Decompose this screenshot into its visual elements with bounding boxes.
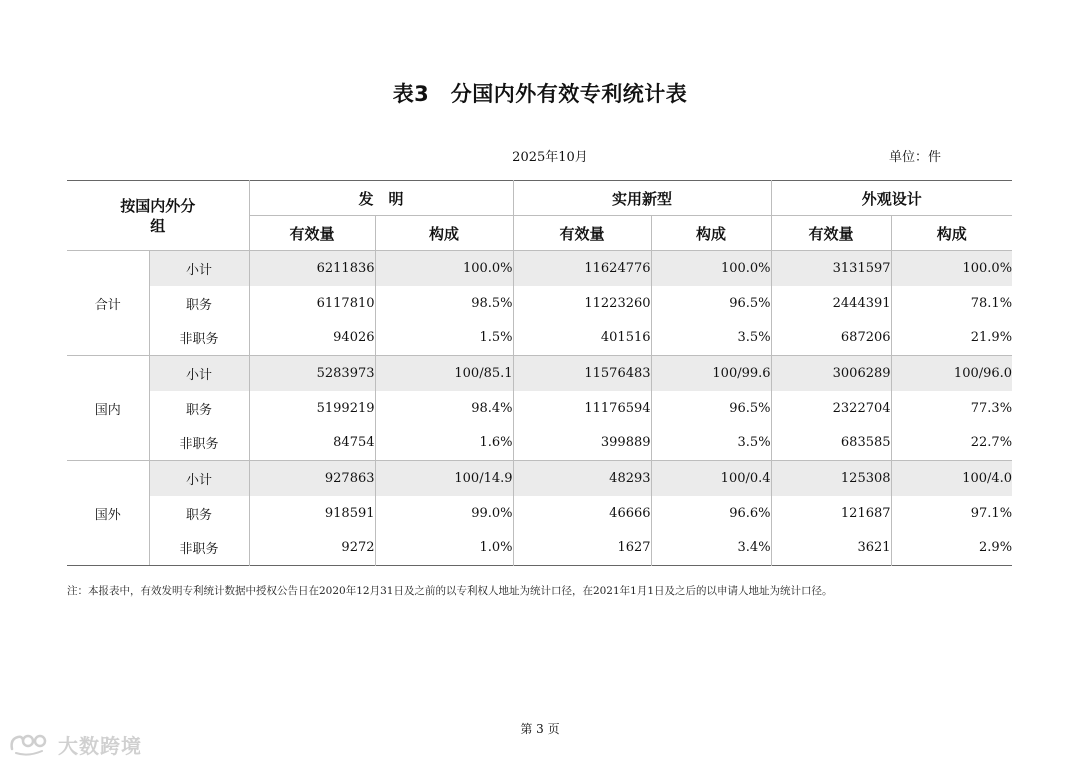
cell-value: 5283973	[249, 356, 375, 391]
row-label: 小计	[149, 461, 249, 496]
table-row	[67, 461, 1012, 496]
cell-value: 11176594	[513, 391, 651, 426]
cell-value: 100/85.1	[375, 356, 513, 391]
cell-value: 100.0%	[375, 251, 513, 286]
cell-value: 84754	[249, 426, 375, 461]
cell-value: 100/99.6	[651, 356, 771, 391]
group-label: 国外	[67, 461, 149, 566]
row-label: 小计	[149, 356, 249, 391]
cell-value: 21.9%	[891, 321, 1012, 356]
cell-value: 687206	[771, 321, 891, 356]
footnote: 注：本报表中，有效发明专利统计数据中授权公告日在2020年12月31日及之前的以专利权人地址为统计口径，在2021年1月1日及之后的以申请人地址为统计口径。	[67, 585, 833, 597]
cell-value: 121687	[771, 496, 891, 531]
cell-value: 683585	[771, 426, 891, 461]
cell-value: 6117810	[249, 286, 375, 321]
row-label: 小计	[149, 251, 249, 286]
utility-model-header: 实用新型	[513, 181, 771, 216]
cell-value: 2322704	[771, 391, 891, 426]
cell-value: 78.1%	[891, 286, 1012, 321]
table-row	[67, 391, 1012, 426]
row-label: 职务	[149, 391, 249, 426]
col-header-share: 构成	[375, 216, 513, 251]
cell-value: 100/4.0	[891, 461, 1012, 496]
watermark-logo-icon	[8, 731, 52, 757]
cell-value: 1627	[513, 531, 651, 566]
cell-value: 100.0%	[651, 251, 771, 286]
watermark	[8, 730, 142, 758]
patent-stats-table	[67, 180, 1012, 566]
cell-value: 48293	[513, 461, 651, 496]
cell-value: 96.6%	[651, 496, 771, 531]
cell-value: 927863	[249, 461, 375, 496]
group-col-header: 按国内外分组	[120, 196, 196, 235]
row-label: 非职务	[149, 531, 249, 566]
row-label: 非职务	[149, 426, 249, 461]
cell-value: 97.1%	[891, 496, 1012, 531]
table-row	[67, 426, 1012, 461]
table-row	[67, 251, 1012, 286]
group-label: 合计	[94, 297, 121, 313]
table-row	[67, 286, 1012, 321]
cell-value: 2444391	[771, 286, 891, 321]
cell-value: 1.0%	[375, 531, 513, 566]
cell-value: 3006289	[771, 356, 891, 391]
cell-value: 100/14.9	[375, 461, 513, 496]
cell-value: 22.7%	[891, 426, 1012, 461]
table-title: 表3 分国内外有效专利统计表	[392, 82, 688, 106]
cell-value: 3131597	[771, 251, 891, 286]
cell-value: 96.5%	[651, 391, 771, 426]
cell-value: 46666	[513, 496, 651, 531]
cell-value: 3621	[771, 531, 891, 566]
cell-value: 401516	[513, 321, 651, 356]
cell-value: 94026	[249, 321, 375, 356]
cell-value: 96.5%	[651, 286, 771, 321]
col-header-count: 有效量	[249, 216, 375, 251]
cell-value: 11624776	[513, 251, 651, 286]
cell-value: 98.4%	[375, 391, 513, 426]
cell-value: 918591	[249, 496, 375, 531]
cell-value: 5199219	[249, 391, 375, 426]
cell-value: 11223260	[513, 286, 651, 321]
cell-value: 399889	[513, 426, 651, 461]
row-label: 职务	[149, 496, 249, 531]
row-label: 职务	[149, 286, 249, 321]
cell-value: 99.0%	[375, 496, 513, 531]
cell-value: 1.6%	[375, 426, 513, 461]
cell-value: 2.9%	[891, 531, 1012, 566]
cell-value: 100.0%	[891, 251, 1012, 286]
col-header-count: 有效量	[513, 216, 651, 251]
design-header: 外观设计	[771, 181, 1012, 216]
unit-label: 单位：件	[888, 150, 941, 165]
row-label: 非职务	[149, 321, 249, 356]
cell-value: 1.5%	[375, 321, 513, 356]
group-label: 国内	[94, 402, 121, 418]
col-header-count: 有效量	[771, 216, 891, 251]
table-row	[67, 356, 1012, 391]
page-number: 第 3 页	[520, 722, 560, 736]
cell-value: 6211836	[249, 251, 375, 286]
col-header-share: 构成	[891, 216, 1012, 251]
cell-value: 125308	[771, 461, 891, 496]
cell-value: 3.4%	[651, 531, 771, 566]
table-body	[67, 251, 1012, 566]
col-header-share: 构成	[651, 216, 771, 251]
cell-value: 11576483	[513, 356, 651, 391]
cell-value: 3.5%	[651, 426, 771, 461]
cell-value: 77.3%	[891, 391, 1012, 426]
table-row	[67, 321, 1012, 356]
table-row	[67, 531, 1012, 566]
cell-value: 100/0.4	[651, 461, 771, 496]
cell-value: 98.5%	[375, 286, 513, 321]
table-row	[67, 496, 1012, 531]
cell-value: 9272	[249, 531, 375, 566]
invention-header: 发 明	[249, 181, 513, 216]
cell-value: 3.5%	[651, 321, 771, 356]
report-date: 2025年10月	[512, 150, 588, 165]
cell-value: 100/96.0	[891, 356, 1012, 391]
watermark-text: 大数跨境	[58, 733, 142, 758]
